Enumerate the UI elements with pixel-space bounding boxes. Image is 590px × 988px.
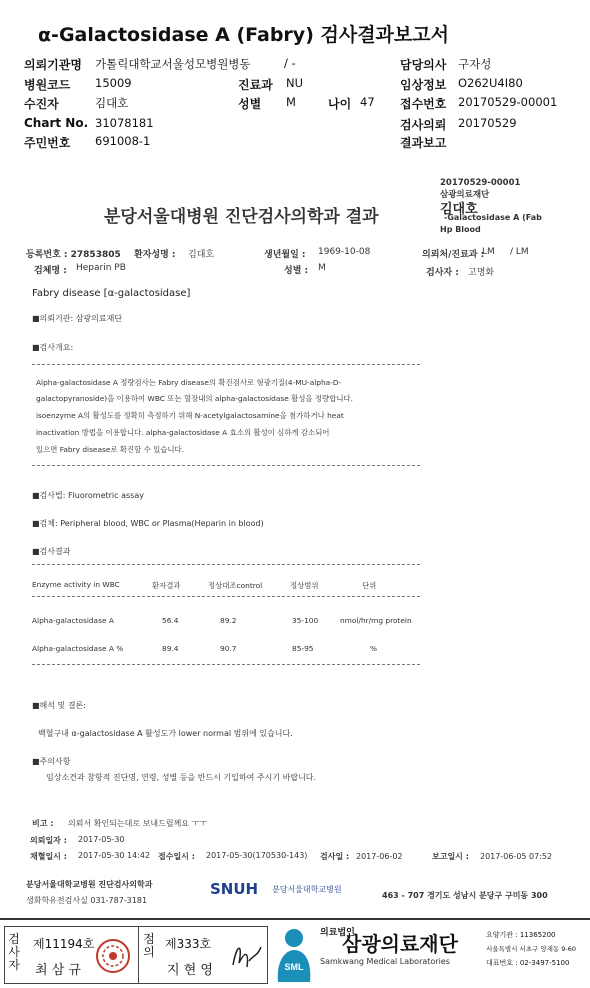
- divider: [32, 465, 420, 466]
- table-cell: 90.7: [220, 644, 237, 653]
- field-label: 주민번호: [24, 136, 71, 150]
- field-label: 결과보고: [400, 136, 447, 150]
- table-header: Enzyme activity in WBC: [32, 580, 120, 589]
- tester-vertical-label: 검 사 자: [8, 932, 20, 972]
- table-cell: 89.4: [162, 644, 179, 653]
- snuh-logo: SNUH: [210, 880, 259, 898]
- tester-value: 고명화: [468, 268, 495, 278]
- snuh-logo-sub: 분당서울대학교병원: [272, 885, 342, 894]
- hospital-lab: 생화학유전검사실 031-787-3181: [26, 896, 148, 905]
- dept-value: LM: [482, 247, 495, 257]
- table-cell: %: [370, 644, 378, 653]
- collection-date: 2017-05-30 14:42: [78, 851, 151, 860]
- field-value: O262U4I80: [458, 76, 523, 90]
- test-date-label: 검사일 :: [320, 852, 350, 861]
- dob-value: 1969-10-08: [318, 247, 371, 257]
- confirmer-license: 제333호: [165, 937, 212, 951]
- overview-line: 있으면 Fabry disease로 확진할 수 있습니다.: [36, 445, 185, 454]
- footer: [0, 918, 590, 988]
- result-heading: ■검사결과: [32, 547, 71, 556]
- caution-heading: ■주의사항: [32, 757, 71, 766]
- patient-name: 김대호: [188, 250, 215, 260]
- field-label: 성별: [238, 97, 262, 111]
- overview-line: galactopyranoside)을 이용하여 WBC 또는 혈장내의 alpha-galactosidase 활성을 정량합니다.: [36, 394, 353, 403]
- field-label: 담당의사: [400, 58, 447, 72]
- org-english: Samkwang Medical Laboratories: [320, 957, 450, 966]
- stamp-number: 20170529-00001: [440, 178, 521, 188]
- field-value: 가톨릭대학교서울성모병원병동: [95, 57, 251, 71]
- tester-label: 검사자 :: [426, 268, 459, 278]
- institution-code: 요양기관 : 11365200: [486, 931, 556, 939]
- interpretation: 백혈구내 α-galactosidase A 활성도가 lower normal 범위에 있습니다.: [38, 729, 293, 738]
- field-label: 임상정보: [400, 78, 447, 92]
- field-label: 의뢰기관명: [24, 58, 82, 72]
- table-header: 정상범위: [290, 581, 319, 590]
- org-prefix: 의료법인: [320, 928, 355, 938]
- table-cell: nmol/hr/mg protein: [340, 616, 412, 625]
- table-header: 단위: [362, 581, 377, 590]
- org-address: 서울특별시 서초구 양재동 9-60: [486, 945, 577, 953]
- report-title: α-Galactosidase A (Fabry) 검사결과보고서: [38, 24, 449, 46]
- sex-value: M: [318, 263, 326, 273]
- table-cell: Alpha-galactosidase A: [32, 616, 114, 625]
- field-value: NU: [286, 76, 304, 90]
- specimen-label: 검체명 :: [34, 266, 67, 276]
- divider: [32, 596, 420, 597]
- tester-name: 최 삼 규: [35, 963, 81, 978]
- request-date-label: 의뢰일자 :: [30, 836, 67, 845]
- scanned-report: [0, 168, 590, 918]
- divider: [138, 927, 139, 983]
- field-value: 47: [360, 95, 375, 109]
- dept-value-2: / LM: [510, 247, 529, 257]
- divider: [32, 664, 420, 665]
- table-cell: 89.2: [220, 616, 237, 625]
- overview-line: isoenzyme A의 활성도를 정확히 측정하기 위해 N-acetylgalactosamine을 첨가하거나 heat: [36, 411, 344, 420]
- field-value: 31078181: [95, 116, 154, 130]
- sml-text: SML: [284, 962, 304, 972]
- test-date: 2017-06-02: [356, 852, 403, 861]
- field-value: 구자성: [458, 57, 492, 71]
- table-cell: 35-100: [292, 616, 319, 625]
- tester-seal: [95, 933, 131, 979]
- org-name: 삼광의료재단: [342, 932, 458, 956]
- confirm-vertical-label: 점 의: [143, 932, 155, 959]
- field-value: 20170529-00001: [458, 95, 558, 109]
- patient-label: 환자성명 :: [134, 250, 176, 260]
- field-value: 20170529: [458, 116, 517, 130]
- collection-label: 채혈일시 :: [30, 852, 67, 861]
- signature: [227, 937, 263, 977]
- table-cell: 56.4: [162, 616, 179, 625]
- remark: 의뢰서 확인되는대로 보내드릴께요 ㅜㅜ: [68, 819, 208, 828]
- hospital-address: 463 - 707 경기도 성남시 분당구 구미동 300: [382, 891, 548, 900]
- remark-label: 비고 :: [32, 819, 54, 828]
- field-label: 검사의뢰: [400, 118, 447, 132]
- field-value: 691008-1: [95, 134, 151, 148]
- field-label: 병원코드: [24, 78, 71, 92]
- agency: ■의뢰기관: 삼광의료재단: [32, 314, 123, 323]
- field-value: 15009: [95, 76, 132, 90]
- interpretation-heading: ■해석 및 결론:: [32, 701, 86, 710]
- field-label: Chart No.: [24, 116, 89, 130]
- stamp-org: 삼광의료재단: [440, 190, 490, 200]
- reg-number: 등록번호 : 27853805: [26, 250, 121, 260]
- receipt-date: 2017-05-30(170530-143): [206, 851, 308, 860]
- report-heading: 분당서울대병원 진단검사의학과 결과: [104, 207, 379, 227]
- table-cell: 85-95: [292, 644, 314, 653]
- specimen-value: Heparin PB: [76, 263, 126, 273]
- stamp-specimen: Hp Blood: [440, 225, 481, 234]
- request-date: 2017-05-30: [78, 835, 125, 844]
- report-date: 2017-06-05 07:52: [480, 852, 553, 861]
- test-name: Fabry disease [α-galactosidase]: [32, 288, 191, 299]
- overview-line: inactivation 방법을 이용합니다. alpha-galactosidase A 효소의 활성이 심하게 감소되어: [36, 428, 330, 437]
- tester-license: 제11194호: [33, 937, 95, 951]
- table-header: 환자결과: [152, 581, 181, 590]
- dob-label: 생년월일 :: [264, 250, 306, 260]
- dept-label: 의뢰처/진료과 :: [422, 250, 485, 260]
- sml-logo-icon: [272, 924, 320, 984]
- overview-line: Alpha-galactosidase A 정량검사는 Fabry disease의 확진검사로 형광기질(4-MU-alpha-D-: [36, 378, 342, 387]
- stamp-test: -Galactosidase A (Fab: [444, 213, 542, 222]
- sample: ■검체: Peripheral blood, WBC or Plasma(Heparin in blood): [32, 519, 264, 528]
- divider: [32, 564, 420, 565]
- caution: 임상소견과 참항적 진단명, 연령, 성별 등을 반드시 기입하여 주시기 바랍니다.: [46, 773, 317, 782]
- field-label: 접수번호: [400, 97, 447, 111]
- stamp-patient: 김대호: [440, 202, 478, 217]
- receipt-label: 접수일시 :: [158, 852, 195, 861]
- signature-box: [4, 926, 268, 984]
- table-header: 정상대조control: [208, 581, 263, 590]
- sex-label: 성별 :: [284, 266, 309, 276]
- org-phone: 대표번호 : 02-3497-5100: [486, 959, 570, 967]
- overview-heading: ■검사개요:: [32, 343, 74, 352]
- method: ■검사법: Fluorometric assay: [32, 491, 144, 500]
- field-value: / -: [284, 56, 296, 70]
- field-label: 수진자: [24, 97, 59, 111]
- report-date-label: 보고일시 :: [432, 852, 469, 861]
- hospital-dept: 분당서울대학교병원 진단검사의학과: [26, 880, 153, 889]
- table-cell: Alpha-galactosidase A %: [32, 644, 124, 653]
- confirmer-name: 지 현 영: [167, 963, 213, 978]
- field-value: M: [286, 95, 296, 109]
- divider: [32, 364, 420, 365]
- field-value: 김대호: [95, 96, 129, 110]
- field-label: 나이: [328, 97, 352, 111]
- field-label: 진료과: [238, 78, 273, 92]
